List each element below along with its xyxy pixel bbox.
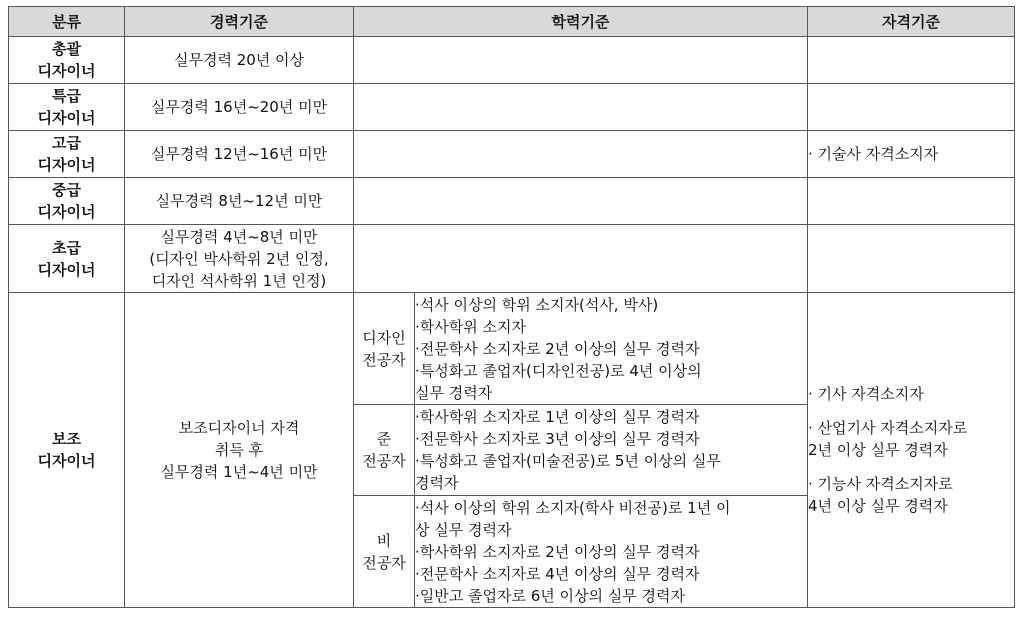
table-row <box>9 84 1015 131</box>
category-grade: 초급 <box>52 238 81 257</box>
category-cell <box>9 293 125 608</box>
major-group-label <box>354 405 415 496</box>
experience-line: (디자인 박사학위 2년 인정, <box>149 249 329 268</box>
education-item: ·일반고 졸업자로 6년 이상의 실무 경력자 <box>415 586 685 605</box>
qualification-cell <box>808 225 1015 293</box>
qualification-line: · 기사 자격소지자 <box>808 385 924 403</box>
education-cell <box>354 225 808 293</box>
criteria-table <box>8 6 1015 608</box>
table-row <box>9 178 1015 225</box>
category-grade: 보조 <box>52 430 81 448</box>
education-item: ·학사학위 소지자로 1년 이상의 실무 경력자 <box>415 408 700 426</box>
table-row <box>9 293 1015 405</box>
education-item: ·석사 이상의 학위 소지자(석사, 박사) <box>415 295 659 314</box>
category-role: 디자이너 <box>37 260 96 279</box>
education-item: 실무 경력자 <box>415 383 493 402</box>
qualification-line: · 산업기사 자격소지자로 <box>808 419 968 437</box>
experience-cell: 실무경력 12년~16년 미만 <box>125 131 354 178</box>
education-item: ·학사학위 소지자 <box>415 317 526 336</box>
category-cell <box>9 178 125 225</box>
experience-cell: 실무경력 8년~12년 미만 <box>125 178 354 225</box>
education-item: ·특성화고 졸업자(디자인전공)로 4년 이상의 <box>415 361 702 380</box>
category-role: 디자이너 <box>37 109 96 127</box>
major-label-line: 전공자 <box>362 350 406 369</box>
qualification-cell <box>808 178 1015 225</box>
qualification-cell <box>808 293 1015 608</box>
education-item: ·석사 이상의 학위 소지자(학사 비전공)로 1년 이 <box>415 498 731 517</box>
category-grade: 총괄 <box>52 40 81 58</box>
experience-line: 취득 후 <box>214 441 264 459</box>
qualification-cell <box>808 84 1015 131</box>
header-qualification: 자격기준 <box>808 7 1015 37</box>
category-cell <box>9 225 125 293</box>
category-cell <box>9 37 125 84</box>
table-row <box>9 37 1015 84</box>
category-grade: 중급 <box>52 181 81 199</box>
table-row <box>9 131 1015 178</box>
category-role: 디자이너 <box>37 452 96 470</box>
experience-line: 디자인 석사학위 1년 인정) <box>151 271 327 290</box>
header-category: 분류 <box>9 7 125 37</box>
major-group-label <box>354 293 415 405</box>
category-cell <box>9 131 125 178</box>
education-item: ·학사학위 소지자로 2년 이상의 실무 경력자 <box>415 542 700 561</box>
education-item: 경력자 <box>415 474 459 492</box>
major-label-line: 전공자 <box>362 452 406 470</box>
table-row <box>9 225 1015 293</box>
qualification-line: · 기능사 자격소지자로 <box>808 475 953 493</box>
education-item: ·전문학사 소지자로 3년 이상의 실무 경력자 <box>415 430 700 448</box>
major-label-line: 전공자 <box>362 553 406 572</box>
qualification-line: 2년 이상 실무 경력자 <box>808 441 948 459</box>
major-group-label <box>354 496 415 608</box>
major-label-line: 비 <box>376 531 392 550</box>
education-cell <box>354 84 808 131</box>
education-cell <box>354 37 808 84</box>
experience-cell: 실무경력 16년~20년 미만 <box>125 84 354 131</box>
header-row <box>9 7 1015 37</box>
education-cell <box>354 178 808 225</box>
education-item: ·전문학사 소지자로 4년 이상의 실무 경력자 <box>415 564 700 583</box>
experience-line: 보조디자이너 자격 <box>178 419 300 437</box>
education-item: ·특성화고 졸업자(미술전공)로 5년 이상의 실무 <box>415 452 721 470</box>
education-item: 상 실무 경력자 <box>415 520 512 539</box>
major-label-line: 준 <box>376 430 392 448</box>
category-role: 디자이너 <box>37 62 96 80</box>
experience-cell <box>125 225 354 293</box>
experience-line: 실무경력 1년~4년 미만 <box>160 463 318 481</box>
experience-line: 실무경력 4년~8년 미만 <box>160 227 318 246</box>
education-list <box>415 405 808 496</box>
category-grade: 고급 <box>52 134 81 152</box>
qualification-line: 4년 이상 실무 경력자 <box>808 497 948 515</box>
qualification-cell: · 기술사 자격소지자 <box>808 131 1015 178</box>
category-cell <box>9 84 125 131</box>
category-role: 디자이너 <box>37 203 96 221</box>
category-grade: 특급 <box>52 87 81 105</box>
header-experience: 경력기준 <box>125 7 354 37</box>
experience-cell <box>125 293 354 608</box>
header-education: 학력기준 <box>354 7 808 37</box>
education-item: ·전문학사 소지자로 2년 이상의 실무 경력자 <box>415 339 700 358</box>
qualification-cell <box>808 37 1015 84</box>
experience-cell: 실무경력 20년 이상 <box>125 37 354 84</box>
education-list <box>415 496 808 608</box>
category-role: 디자이너 <box>37 156 96 174</box>
education-list <box>415 293 808 405</box>
major-label-line: 디자인 <box>362 328 406 347</box>
education-cell <box>354 131 808 178</box>
